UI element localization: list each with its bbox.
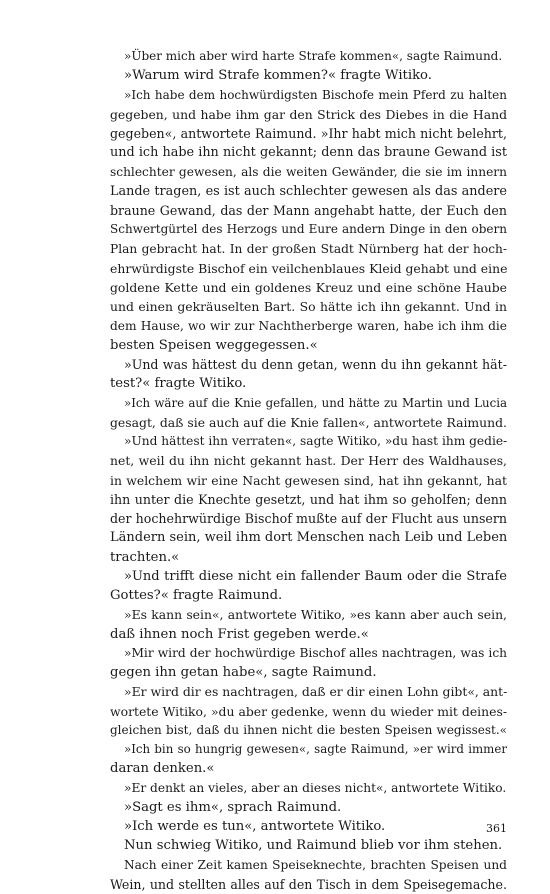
text-line: wortete Witiko, »du aber gedenke, wenn du wieder mit deines-	[110, 703, 507, 719]
text-line: dem Hause, wo wir zur Nachtherberge waren, habe ich ihm die	[110, 318, 507, 333]
text-line: net, weil du ihn nicht gekannt hast. Der Herr des Waldhauses,	[110, 453, 507, 469]
text-line: Plan gebracht hat. In der großen Stadt Nürnberg hat der hoch-	[110, 241, 507, 256]
text-line: »Und hättest ihn verraten«, sagte Witiko, »du hast ihm gedie-	[124, 434, 508, 448]
text-line: gegeben, und habe ihm gar den Strick des Diebes in die Hand	[110, 106, 507, 122]
text-line: daß ihnen noch Frist gegeben werde.«	[110, 626, 369, 642]
text-line: Lande tragen, es ist auch schlechter gewesen als das andere	[110, 183, 507, 199]
text-line: schlechter gewesen, als die weiten Gewänder, die sie im innern	[110, 164, 507, 179]
text-line: gegeben«, antwortete Raimund. »Ihr habt mich nicht belehrt,	[110, 126, 507, 141]
text-line: Schwertgürtel des Herzogs und Eure andern Dinge in den obern	[110, 222, 507, 237]
text-line: »Sagt es ihm«, sprach Raimund.	[124, 799, 342, 815]
text-line: Gottes?« fragte Raimund.	[110, 588, 283, 603]
text-line: trachten.«	[110, 549, 180, 565]
text-line: braune Gewand, das der Mann angehabt hatte, der Euch den	[110, 203, 507, 218]
text-line: und ich habe ihn nicht gekannt; denn das braune Gewand ist	[110, 145, 507, 161]
text-line: ehrwürdigste Bischof ein veilchenblaues Kleid gehabt und eine	[110, 260, 508, 276]
page-number: 361	[486, 822, 507, 835]
text-line: ihn unter die Knechte gesetzt, und hat ihm so geholfen; denn	[110, 491, 507, 507]
text-line: Nun schwieg Witiko, und Raimund blieb vor ihm stehen.	[124, 838, 503, 854]
text-line: »Er wird dir es nachtragen, daß er dir einen Lohn gibt«, ant-	[124, 684, 508, 700]
text-line: goldene Kette und ein goldenes Kreuz und eine schöne Haube	[110, 280, 507, 295]
text-line: Ländern sein, weil ihm dort Menschen nach Leib und Leben	[110, 530, 508, 546]
text-line: »Ich werde es tun«, antwortete Witiko.	[124, 819, 386, 834]
text-line: daran denken.«	[110, 761, 215, 777]
text-line: gleichen bist, daß du ihnen nicht die besten Speisen wegissest.«	[110, 722, 507, 737]
text-line: und einen gekräuselten Bart. So hätte ich ihn gekannt. Und in	[110, 299, 507, 315]
text-line: »Und trifft diese nicht ein fallender Baum oder die Strafe	[124, 568, 507, 584]
text-line: besten Speisen weggegessen.«	[110, 337, 318, 353]
text-line: gegen ihn getan habe«, sagte Raimund.	[110, 665, 377, 680]
text-line: »Warum wird Strafe kommen?« fragte Witiko.	[124, 68, 432, 84]
text-line: in welchem wir eine Nacht gewesen sind, hat ihn gekannt, hat	[110, 472, 507, 488]
text-line: gesagt, daß sie auch auf die Knie fallen«, antwortete Raimund.	[110, 414, 507, 430]
text-line: »Mir wird der hochwürdige Bischof alles nachtragen, was ich	[124, 645, 507, 660]
text-line: »Und was hättest du denn getan, wenn du ihn gekannt hät-	[124, 357, 507, 372]
body-text	[110, 47, 507, 894]
text-line: »Er denkt an vieles, aber an dieses nicht«, antwortete Witiko.	[124, 780, 507, 795]
text-line: Wein, und stellten alles auf den Tisch in dem Speisegemache.	[110, 876, 507, 892]
text-line: »Es kann sein«, antwortete Witiko, »es kann aber auch sein,	[124, 607, 507, 623]
text-line: test?« fragte Witiko.	[110, 376, 247, 392]
text-line: Nach einer Zeit kamen Speiseknechte, brachten Speisen und	[124, 857, 507, 872]
text-line: »Ich habe dem hochwürdigsten Bischofe mein Pferd zu halten	[124, 87, 507, 102]
text-line: »Ich bin so hungrig gewesen«, sagte Raimund, »er wird immer	[124, 742, 507, 756]
text-line: »Über mich aber wird harte Strafe kommen«, sagte Raimund.	[124, 49, 503, 63]
text-line: der hochehrwürdige Bischof mußte auf der Flucht aus unsern	[110, 511, 507, 526]
text-line: »Ich wäre auf die Knie gefallen, und hätte zu Martin und Lucia	[124, 395, 507, 410]
